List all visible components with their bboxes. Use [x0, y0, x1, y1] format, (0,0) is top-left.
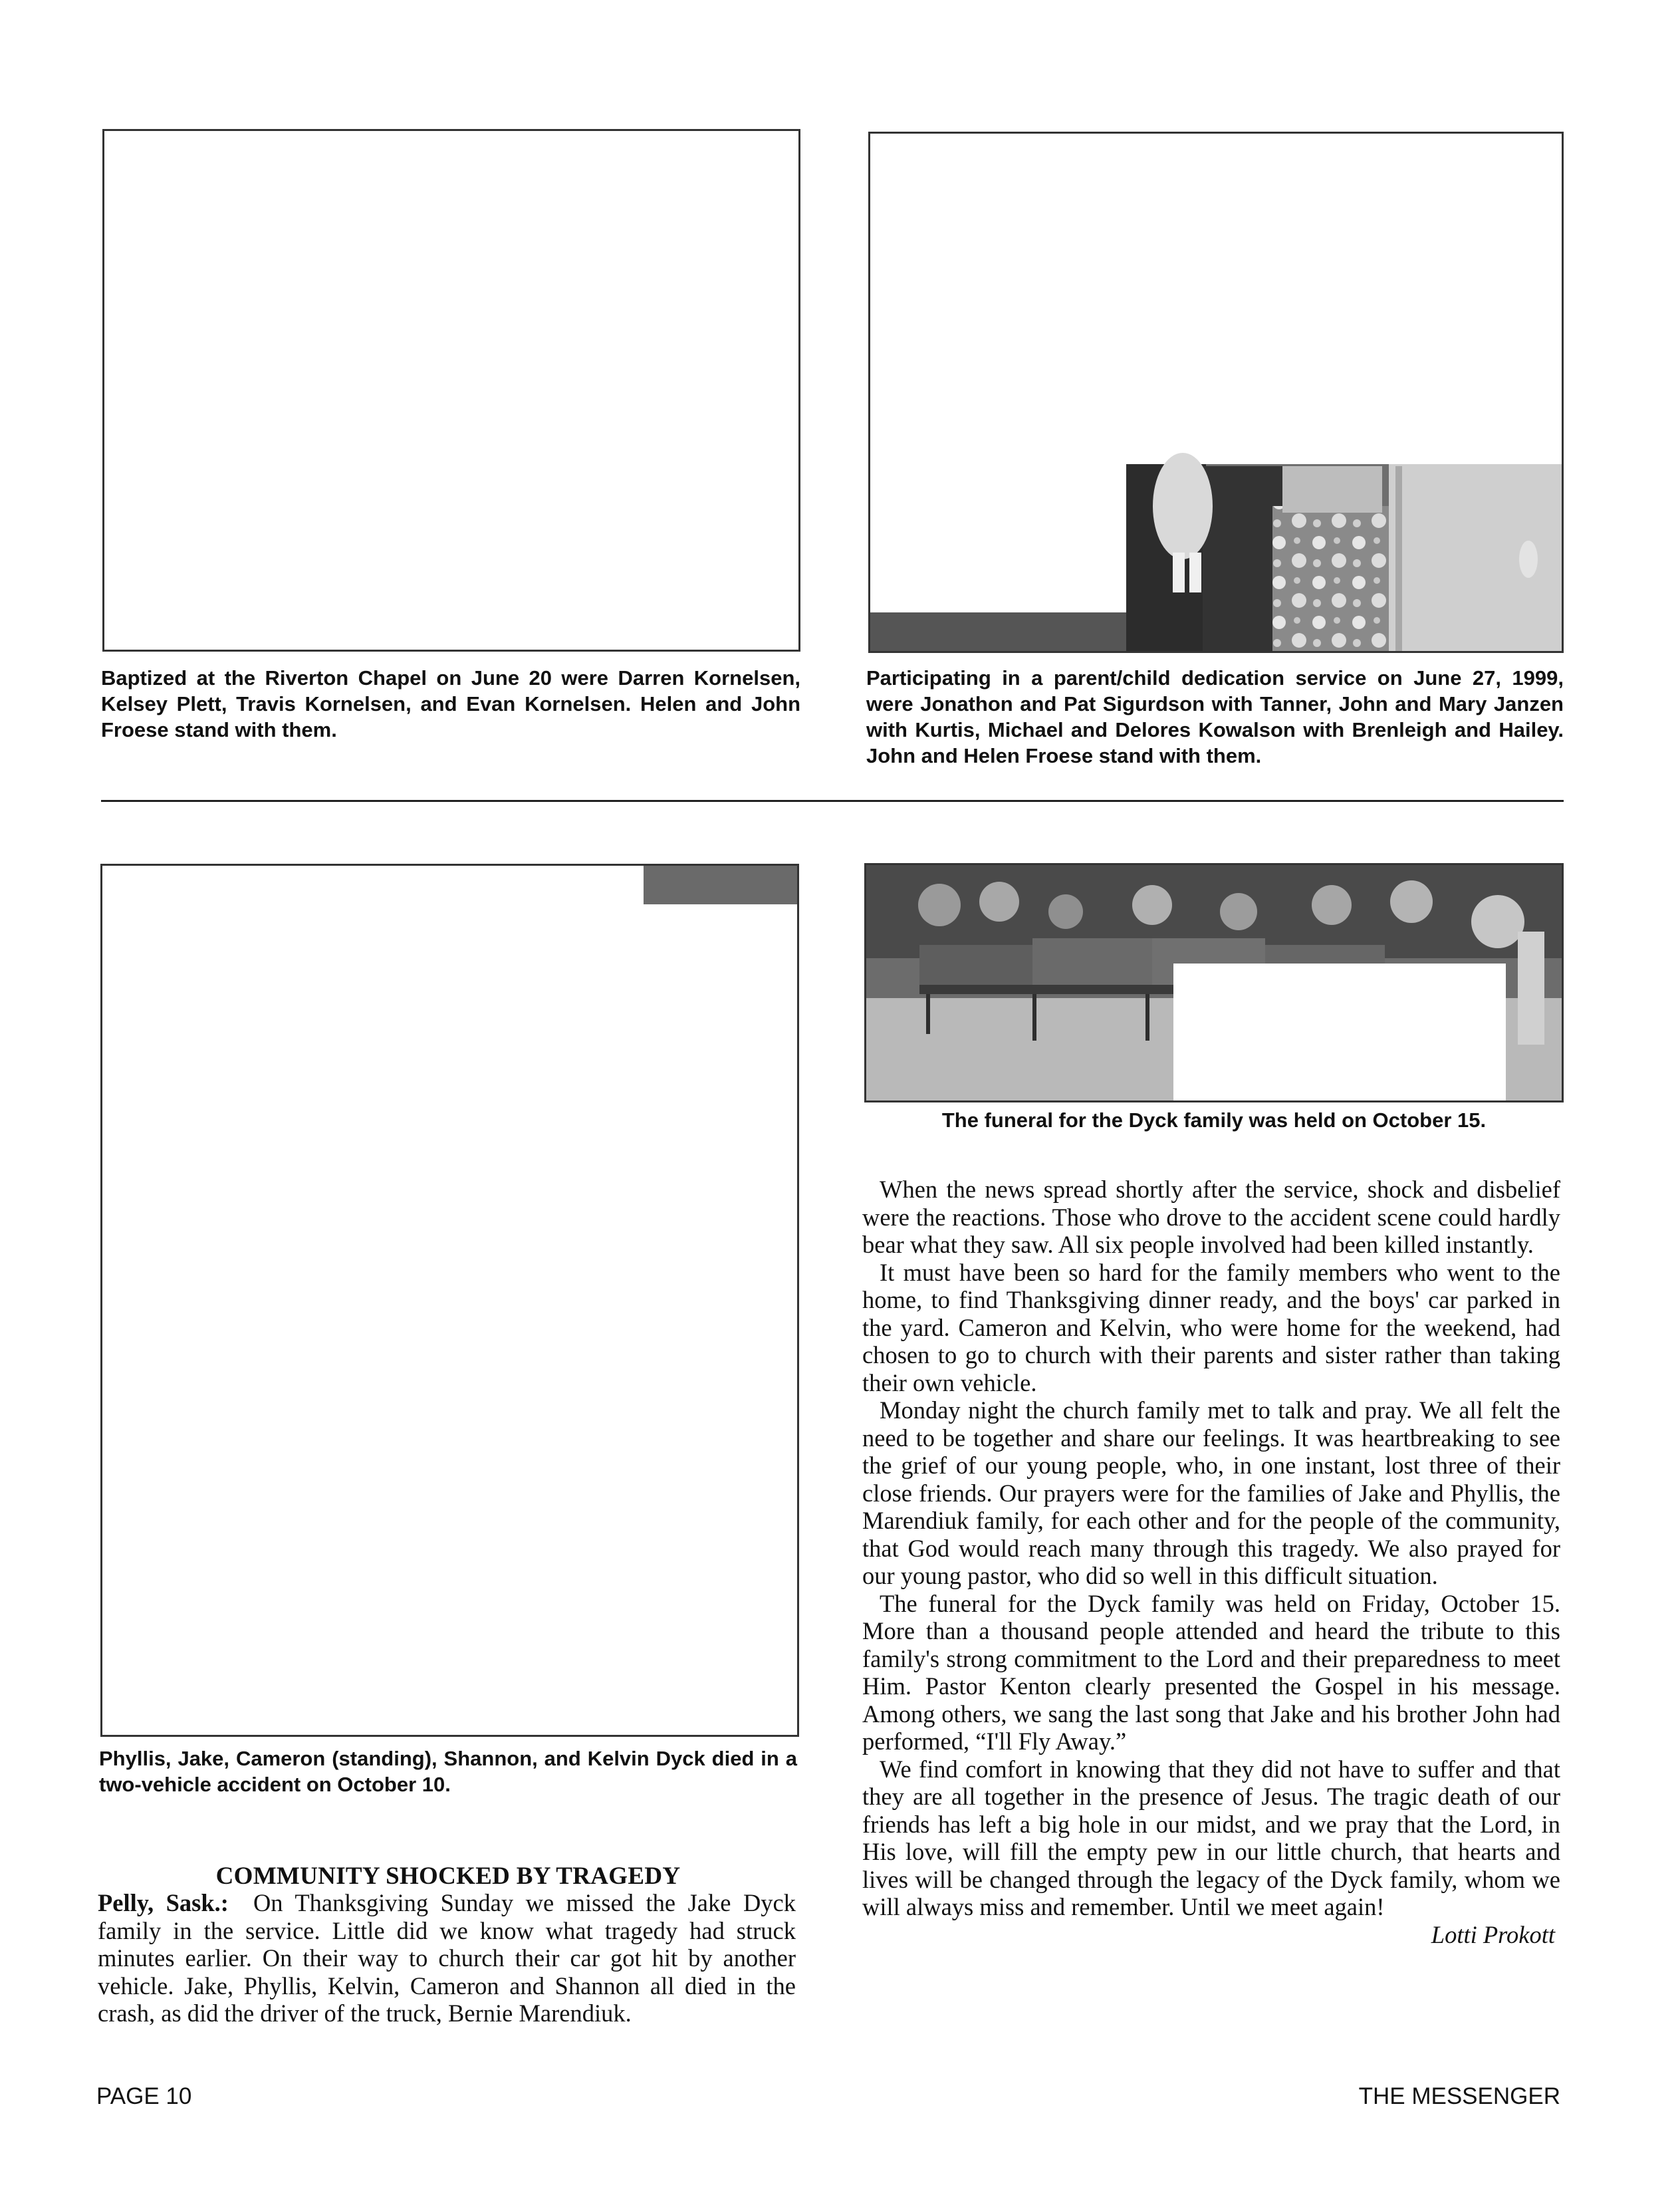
article-column-right [862, 1176, 1560, 1948]
article-paragraph-5: The funeral for the Dyck family was held on Friday, October 15. More than a thousand people attended and heard the tribute to this family's strong commitment to the Lord and their preparedness to meet Him. Pastor Kenton clearly presented the Gospel in his message. Among others, we sang the last song that Jake and his brother John had performed, “I'll Fly Away.” [862, 1589, 1560, 1755]
article-author: Lotti Prokott [1431, 1920, 1555, 1948]
article-column-left [98, 1889, 796, 2027]
dedication-caption: Participating in a parent/child dedication service on June 27, 1999, were Jonathon and Pat Sigurdson with Tanner, John and Mary Janzen with Kurtis, Michael and Delores Kowalson with Brenleigh and Hailey. John and Helen Froese stand with them. [866, 666, 1564, 767]
publication-name: THE MESSENGER [1358, 2083, 1560, 2109]
dedication-photo-image [870, 134, 1562, 651]
article-paragraph-1-text: On Thanksgiving Sunday we missed the Jake Dyck family in the service. Little did we know what tragedy had struck minutes earlier. On their way to church their car got hit by another vehicle. Jake, Phyllis, Kelvin, Cameron and Shannon all died in the crash, as did the driver of the truck, Bernie Marendiuk. [98, 1889, 796, 2027]
dedication-photo [868, 132, 1564, 653]
funeral-photo [864, 863, 1564, 1102]
article-paragraph-6: We find comfort in knowing that they did not have to suffer and that they are all together in the presence of Jesus. The tragic death of our friends has left a big hole in our midst, and we pray that the Lord, in His love, will fill the empty pew in our little church, that hearts and lives will be changed through the legacy of the Dyck family, whom we will always miss and remember. Until we meet again! [862, 1755, 1560, 1920]
photo-blank-area [1173, 964, 1506, 1100]
dyck-family-photo [100, 864, 799, 1737]
page-number: PAGE 10 [96, 2083, 192, 2109]
article-paragraph-3: It must have been so hard for the family members who went to the home, to find Thanksgiving dinner ready, and the boys' car parked in the yard. Cameron and Kelvin, who were home for the weekend, had chosen to go to church with their parents and sister rather than taking their own vehicle. [862, 1258, 1560, 1396]
section-divider [101, 800, 1564, 802]
article-headline: COMMUNITY SHOCKED BY TRAGEDY [215, 1863, 681, 1890]
article-paragraph-1 [98, 1889, 796, 2027]
funeral-caption: The funeral for the Dyck family was held on October 15. [941, 1108, 1487, 1132]
baptism-caption: Baptized at the Riverton Chapel on June 20 were Darren Kornelsen, Kelsey Plett, Travis Kornelsen, and Evan Kornelsen. Helen and John Froese stand with them. [101, 666, 800, 741]
photo-fragment [644, 866, 797, 904]
baptism-photo [102, 129, 800, 652]
article-dateline: Pelly, Sask.: [98, 1889, 229, 1916]
article-paragraph-2: When the news spread shortly after the service, shock and disbelief were the reactions. Those who drove to the accident scene could hardly bear what they saw. All six people involved had been killed instantly. [862, 1176, 1560, 1258]
article-paragraph-4: Monday night the church family met to talk and pray. We all felt the need to be together and share our feelings. It was heartbreaking to see the grief of our young people, who, in one instant, lost three of their close friends. Our prayers were for the families of Jake and Phyllis, the Marendiuk family, for each other and for the people of the community, that God would reach many through this tragedy. We also prayed for our young pastor, who did so well in this difficult situation. [862, 1396, 1560, 1589]
dyck-family-caption: Phyllis, Jake, Cameron (standing), Shannon, and Kelvin Dyck died in a two-vehicle accident on October 10. [99, 1747, 797, 1796]
